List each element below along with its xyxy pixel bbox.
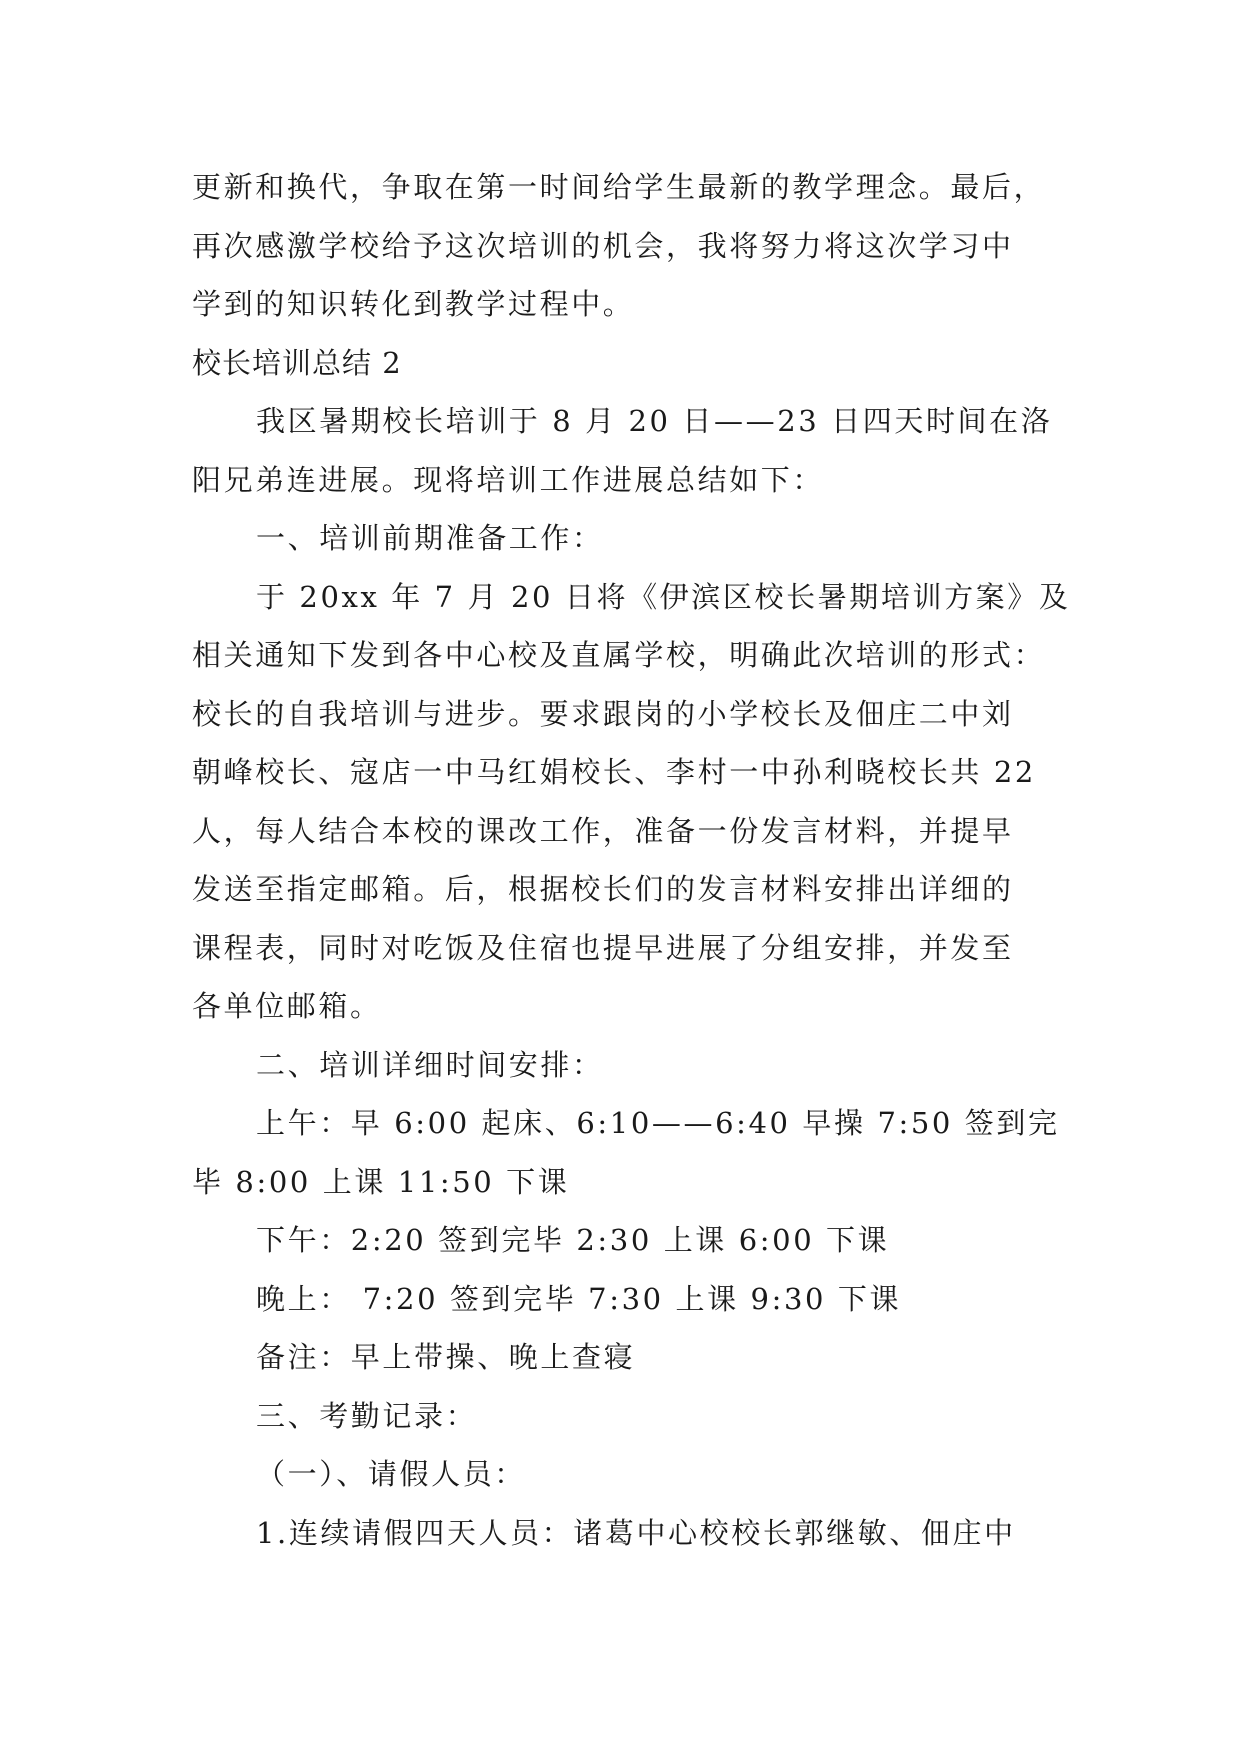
schedule-afternoon: 下午：2:20 签到完毕 2:30 上课 6:00 下课 xyxy=(256,1223,890,1257)
intro-line-3: 学到的知识转化到教学过程中。 xyxy=(192,287,635,321)
para2-line-1: 于 20xx 年 7 月 20 日将《伊滨区校长暑期培训方案》及 xyxy=(256,579,1071,614)
heading-schedule: 二、培训详细时间安排： xyxy=(256,1047,604,1082)
heading-attendance: 三、考勤记录： xyxy=(256,1398,478,1433)
document-body xyxy=(192,158,1071,1562)
para1-line-1: 我区暑期校长培训于 8 月 20 日——23 日四天时间在洛 xyxy=(256,404,1053,438)
schedule-morning-line-1: 上午：早 6:00 起床、6:10——6:40 早操 7:50 签到完 xyxy=(256,1106,1060,1140)
intro-line-1: 更新和换代，争取在第一时间给学生最新的教学理念。最后， xyxy=(192,170,1046,204)
para2-line-2: 相关通知下发到各中心校及直属学校，明确此次培训的形式： xyxy=(192,638,1046,672)
para2-line-7: 课程表，同时对吃饭及住宿也提早进展了分组安排，并发至 xyxy=(192,930,1014,965)
section-title: 校长培训总结 2 xyxy=(192,345,402,380)
subheading-leave: （一）、请假人员： xyxy=(256,1457,526,1491)
para2-line-6: 发送至指定邮箱。后，根据校长们的发言材料安排出详细的 xyxy=(192,872,1014,906)
heading-preparation: 一、培训前期准备工作： xyxy=(256,521,604,555)
schedule-evening: 晚上： 7:20 签到完毕 7:30 上课 9:30 下课 xyxy=(256,1281,902,1316)
para2-line-4: 朝峰校长、寇店一中马红娟校长、李村一中孙利晓校长共 22 xyxy=(192,755,1036,789)
para2-line-3: 校长的自我培训与进步。要求跟岗的小学校长及佃庄二中刘 xyxy=(192,696,1014,731)
para2-line-8: 各单位邮箱。 xyxy=(192,989,382,1023)
para2-line-5: 人，每人结合本校的课改工作，准备一份发言材料，并提早 xyxy=(192,813,1014,848)
intro-line-2: 再次感激学校给予这次培训的机会，我将努力将这次学习中 xyxy=(192,228,1014,263)
schedule-note: 备注：早上带操、晚上查寝 xyxy=(256,1340,636,1374)
para1-line-2: 阳兄弟连进展。现将培训工作进展总结如下： xyxy=(192,462,825,497)
schedule-morning-line-2: 毕 8:00 上课 11:50 下课 xyxy=(192,1164,570,1199)
leave-item-1: 1.连续请假四天人员：诸葛中心校校长郭继敏、佃庄中 xyxy=(256,1515,1016,1550)
